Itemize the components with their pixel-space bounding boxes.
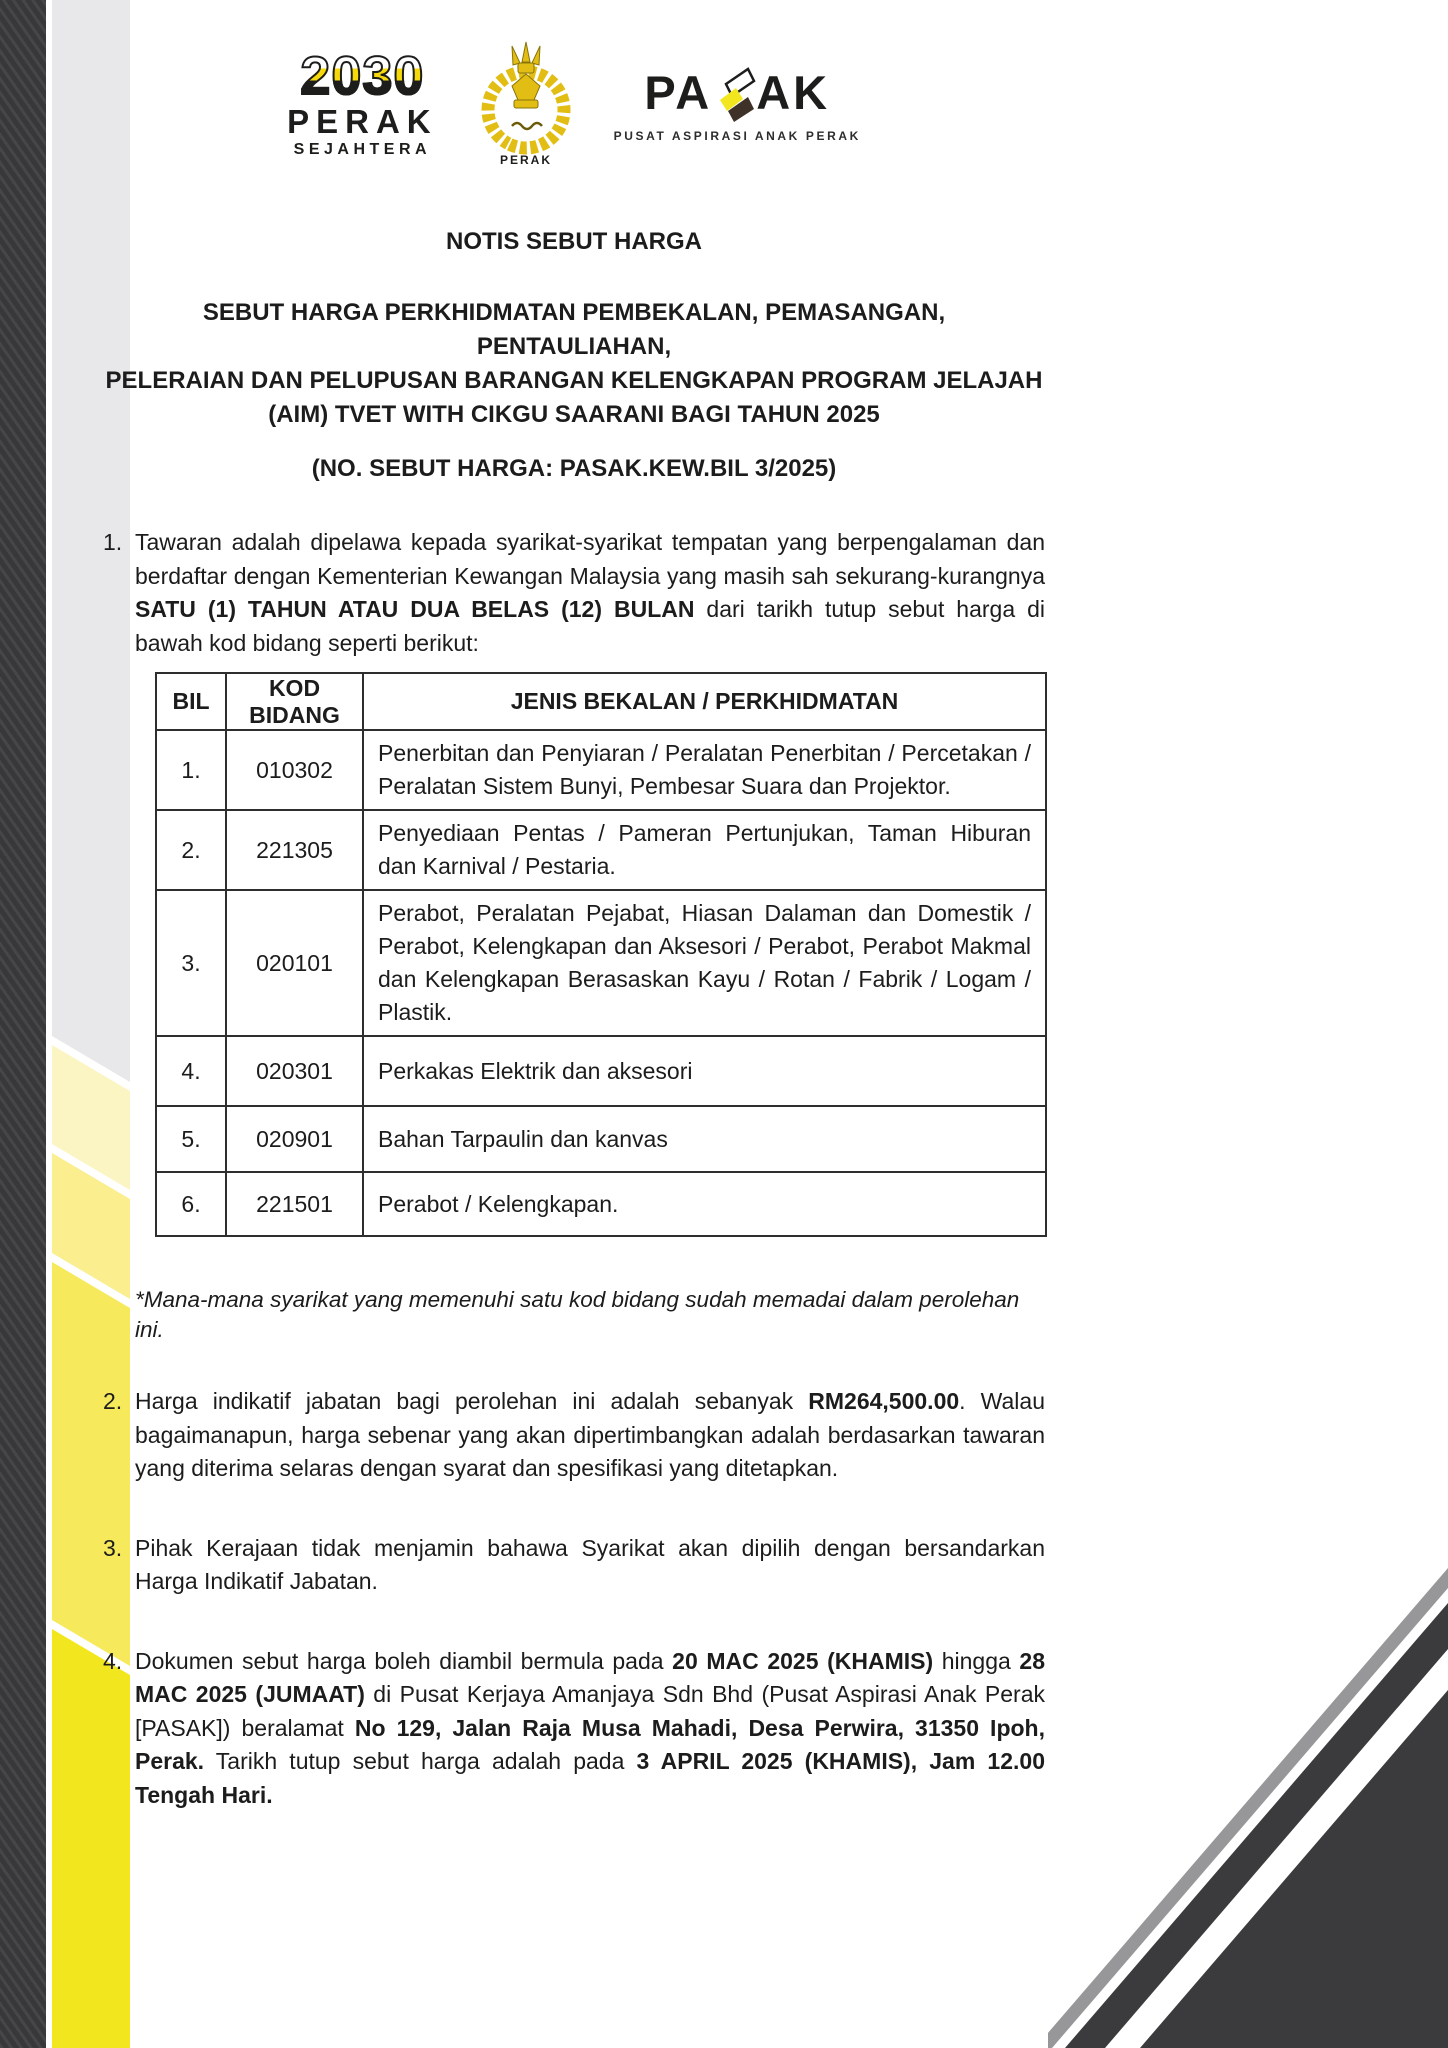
bottom-right-corner-decoration [1048, 1548, 1448, 2048]
table-row [156, 1036, 1046, 1106]
pasak-wordmark [644, 64, 830, 122]
table-row [156, 1106, 1046, 1172]
cell-jenis: Perabot / Kelengkapan. [363, 1172, 1046, 1236]
logo-2030-text: 2030 [287, 49, 438, 103]
list-number: 2. [103, 1388, 123, 1414]
table-row [156, 1172, 1046, 1236]
pasak-s-ribbon-icon [712, 64, 756, 122]
cell-bil: 2. [156, 810, 226, 890]
list-text: Tawaran adalah dipelawa kepada syarikat-syarikat tempatan yang berpengalaman dan berdaftar dengan Kementerian Kewangan Malaysia yang masih sah sekurang-kurangnya SATU (1) TAHUN ATAU DUA BELAS (12) BULAN dari tarikh tutup sebut harga di bawah kod bidang seperti berikut: [135, 529, 1045, 656]
table-row [156, 890, 1046, 1036]
pasak-subtitle: PUSAT ASPIRASI ANAK PERAK [613, 128, 861, 143]
cell-jenis: Penerbitan dan Penyiaran / Peralatan Penerbitan / Percetakan / Peralatan Sistem Bunyi, Pembesar Suara dan Projektor. [363, 730, 1046, 810]
cell-kod-bidang: 010302 [226, 730, 363, 810]
pasak-ak-text: AK [756, 66, 831, 119]
cell-jenis: Perabot, Peralatan Pejabat, Hiasan Dalaman dan Domestik / Perabot, Kelengkapan dan Aksesori / Perabot, Perabot Makmal dan Kelengkapan Berasaskan Kayu / Rotan / Fabrik / Logam / Plastik. [363, 890, 1046, 1036]
list-text: Dokumen sebut harga boleh diambil bermula pada 20 MAC 2025 (KHAMIS) hingga 28 MAC 2025 (JUMAAT) di Pusat Kerjaya Amanjaya Sdn Bhd (Pusat Aspirasi Anak Perak [PASAK]) beralamat No 129, Jalan Raja Musa Mahadi, Desa Perwira, 31350 Ipoh, Perak. Tarikh tutup sebut harga adalah pada 3 APRIL 2025 (KHAMIS), Jam 12.00 Tengah Hari. [135, 1647, 1046, 1808]
pasak-logo [614, 64, 861, 143]
cell-jenis: Penyediaan Pentas / Pameran Pertunjukan, Taman Hiburan dan Karnival / Pestaria. [363, 810, 1046, 890]
cell-kod-bidang: 020101 [226, 890, 363, 1036]
list-number: 3. [103, 1534, 123, 1561]
cell-kod-bidang: 020901 [226, 1106, 363, 1172]
list-item-4 [103, 1645, 1045, 1813]
cell-bil: 1. [156, 730, 226, 810]
header-jenis: JENIS BEKALAN / PERKHIDMATAN [363, 673, 1046, 730]
table-header-row [156, 673, 1046, 730]
header-bil: BIL [156, 673, 226, 730]
list-number: 1. [103, 529, 123, 555]
list-item-3 [103, 1532, 1045, 1599]
perak-state-crest-icon [468, 36, 584, 170]
logo-sejahtera-text: SEJAHTERA [293, 140, 432, 158]
logo-perak-text: PERAK [287, 102, 438, 140]
cell-bil: 6. [156, 1172, 226, 1236]
cell-jenis: Bahan Tarpaulin dan kanvas [363, 1106, 1046, 1172]
list-text: Pihak Kerajaan tidak menjamin bahawa Syarikat akan dipilih dengan bersandarkan Harga Indikatif Jabatan. [135, 1534, 1045, 1594]
cell-bil: 5. [156, 1106, 226, 1172]
table-row [156, 730, 1046, 810]
corner-dark-triangle [1140, 1690, 1448, 2048]
cell-kod-bidang: 020301 [226, 1036, 363, 1106]
cell-bil: 4. [156, 1036, 226, 1106]
list-number: 4. [103, 1647, 123, 1674]
table-row [156, 810, 1046, 890]
header-kod-bidang: KOD BIDANG [226, 673, 363, 730]
heading-line-3: (AIM) TVET WITH CIKGU SAARANI BAGI TAHUN 2025 [268, 401, 880, 428]
kod-bidang-table [155, 672, 1047, 1237]
list-item-1 [103, 526, 1045, 660]
footnote: *Mana-mana syarikat yang memenuhi satu kod bidang sudah memadai dalam perolehan ini. [135, 1287, 1020, 1342]
cell-bil: 3. [156, 890, 226, 1036]
page-title: NOTIS SEBUT HARGA [445, 228, 702, 255]
heading-line-1: SEBUT HARGA PERKHIDMATAN PEMBEKALAN, PEMASANGAN, PENTAULIAHAN, [202, 299, 946, 360]
perak-2030-logo [287, 45, 438, 158]
logo-row [103, 36, 1045, 170]
cell-kod-bidang: 221501 [226, 1172, 363, 1236]
crest-caption: PERAK [499, 153, 552, 167]
tender-reference-number: (NO. SEBUT HARGA: PASAK.KEW.BIL 3/2025) [311, 455, 837, 482]
pasak-pa-text: PA [644, 66, 713, 119]
list-text: Harga indikatif jabatan bagi perolehan ini adalah sebanyak RM264,500.00. Walau bagaimanapun, harga sebenar yang akan dipertimbangkan adalah berdasarkan tawaran yang diterima selaras dengan syarat dan spesifikasi yang ditetapkan. [135, 1388, 1045, 1481]
list-item-2 [103, 1385, 1045, 1486]
tender-heading [103, 296, 1045, 432]
cell-jenis: Perkakas Elektrik dan aksesori [363, 1036, 1046, 1106]
heading-line-2: PELERAIAN DAN PELUPUSAN BARANGAN KELENGKAPAN PROGRAM JELAJAH [105, 367, 1043, 394]
cell-kod-bidang: 221305 [226, 810, 363, 890]
